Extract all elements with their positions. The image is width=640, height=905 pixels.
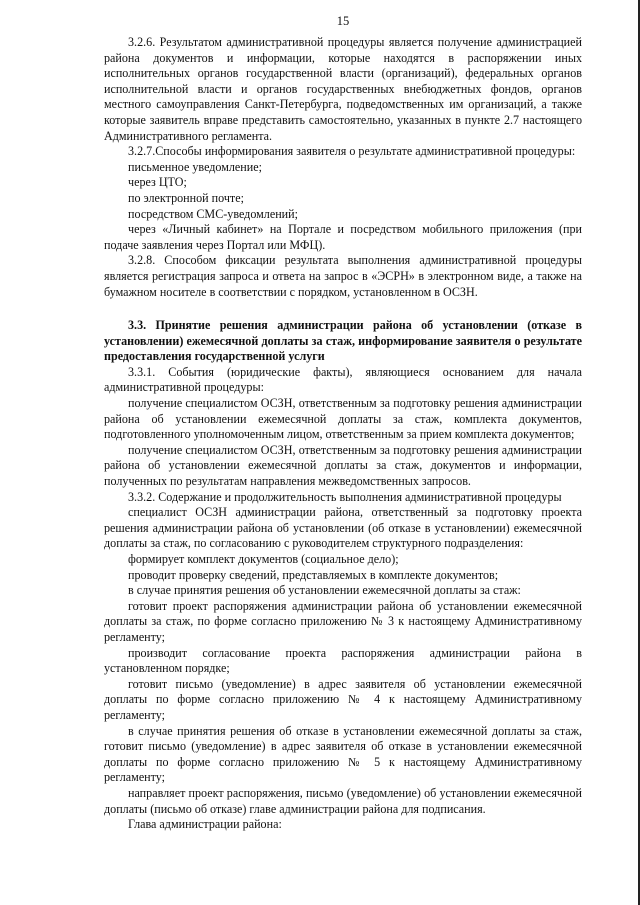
list-item: готовит проект распоряжения администрации района об установлении ежемесячной доплаты за стаж, по форме согласно приложению № 3 к настоящему Административному регламенту; (104, 598, 582, 644)
list-item: производит согласование проекта распоряжения администрации района в установленном порядке; (104, 645, 582, 676)
list-item: направляет проект распоряжения, письмо (уведомление) об установлении ежемесячной доплаты (письмо об отказе) главе администрации района для подписания. (104, 785, 582, 816)
list-item: через ЦТО; (128, 175, 187, 190)
page-number: 15 (336, 14, 350, 28)
list-item: посредством СМС-уведомлений; (128, 206, 298, 221)
paragraph-3-3-2: 3.3.2. Содержание и продолжительность выполнения административной процедуры (128, 489, 562, 504)
section-heading-3-3: 3.3. Принятие решения администрации района об установлении (отказе в установлении) ежемесячной доплаты за стаж, информирование заявителя о результате предоставления государственной услуги (104, 318, 582, 364)
list-item: письменное уведомление; (128, 159, 262, 174)
document-body (104, 35, 582, 833)
paragraph-3-2-6: 3.2.6. Результатом административной процедуры является получение администрацией района документов и информации, которые находятся в распоряжении иных исполнительных органов государственной власти (организаций), федеральных органов исполнительной власти и органов государственных внебюджетных фондов, органов местного самоуправления Санкт-Петербурга, подведомственных им организаций, а также которые заявитель вправе представить самостоятельно, указанных в пункте 2.7 настоящего Административного регламента. (104, 35, 582, 143)
list-item: готовит письмо (уведомление) в адрес заявителя об установлении ежемесячной доплаты по форме согласно приложению № 4 к настоящему Административному регламенту; (104, 676, 582, 722)
paragraph: специалист ОСЗН администрации района, ответственный за подготовку проекта решения администрации района об установлении (об отказе в установлении) ежемесячной доплаты за стаж, по согласованию с руководителем структурного подразделения: (104, 505, 582, 551)
list-item: проводит проверку сведений, представляемых в комплекте документов; (128, 567, 499, 582)
paragraph-3-2-8: 3.2.8. Способом фиксации результата выполнения административной процедуры является регистрация запроса и ответа на запрос в «ЭСРН» в электронном виде, а также на бумажном носителе в соответствии с порядком, установленном в ОСЗН. (104, 253, 582, 299)
paragraph-3-3-1: 3.3.1. События (юридические факты), являющиеся основанием для начала административной процедуры: (104, 364, 582, 395)
list-item: в случае принятия решения об отказе в установлении ежемесячной доплаты за стаж, готовит письмо (уведомление) в адрес заявителя об отказе в установлении ежемесячной доплаты по форме согласно приложению № 5 к настоящему Административному регламенту; (104, 723, 582, 785)
list-item: по электронной почте; (128, 190, 244, 205)
list-item: в случае принятия решения об установлении ежемесячной доплаты за стаж: (128, 583, 521, 598)
list-item: формирует комплект документов (социальное дело); (128, 552, 399, 566)
list-item: получение специалистом ОСЗН, ответственным за подготовку решения администрации района об установлении ежемесячной доплаты за стаж, комплекта документов, подготовленного уполномоченным лицом, ответственным за прием комплекта документов; (104, 396, 582, 442)
paragraph-3-2-7: 3.2.7.Способы информирования заявителя о результате административной процедуры: (128, 144, 576, 159)
paragraph: Глава администрации района: (128, 817, 282, 832)
list-item: через «Личный кабинет» на Портале и посредством мобильного приложения (при подаче заявления через Портал или МФЦ). (104, 222, 582, 252)
list-item: получение специалистом ОСЗН, ответственным за подготовку решения администрации района об установлении ежемесячной доплаты за стаж, документов и информации, полученных по результатам направления межведомственных запросов. (104, 442, 582, 489)
